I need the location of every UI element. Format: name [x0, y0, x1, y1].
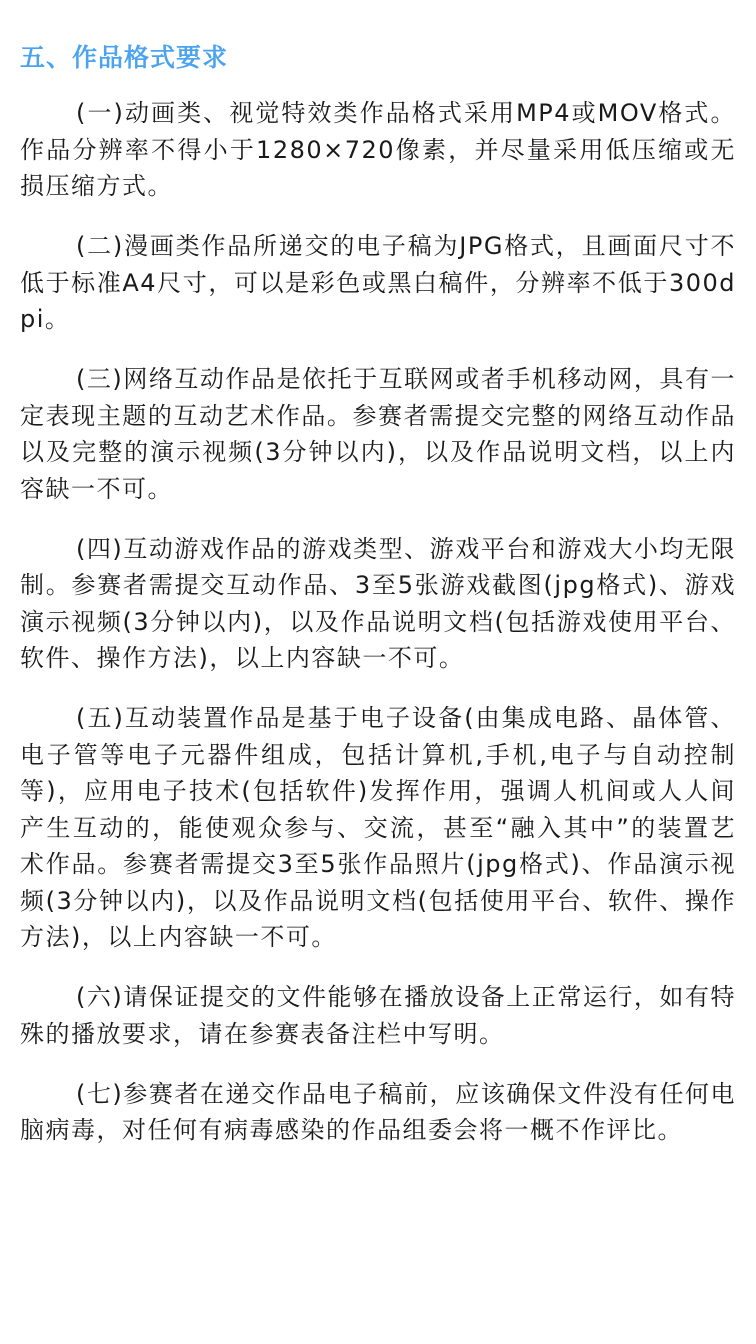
paragraph-virus-check: (七)参赛者在递交作品电子稿前，应该确保文件没有任何电脑病毒，对任何有病毒感染的作品组委会将一概不作评比。: [20, 1079, 736, 1144]
paragraph-interactive-game: (四)互动游戏作品的游戏类型、游戏平台和游戏大小均无限制。参赛者需提交互动作品、3至5张游戏截图(jpg格式)、游戏演示视频(3分钟以内)，以及作品说明文档(包括游戏使用平台、软件、操作方法)，以上内容缺一不可。: [20, 534, 736, 672]
article: [20, 0, 736, 1149]
paragraph-web-interactive: (三)网络互动作品是依托于互联网或者手机移动网，具有一定表现主题的互动艺术作品。参赛者需提交完整的网络互动作品以及完整的演示视频(3分钟以内)，以及作品说明文档，以上内容缺一不可。: [20, 365, 736, 503]
paragraph-interactive-installation: (五)互动装置作品是基于电子设备(由集成电路、晶体管、电子管等电子元器件组成，包括计算机,手机,电子与自动控制等)，应用电子技术(包括软件)发挥作用，强调人机间或人人间产生互动的，能使观众参与、交流，甚至“融入其中”的装置艺术作品。参赛者需提交3至5张作品照片(jpg格式)、作品演示视频(3分钟以内)，以及作品说明文档(包括使用平台、软件、操作方法)，以上内容缺一不可。: [20, 704, 736, 951]
paragraph-animation-format: (一)动画类、视觉特效类作品格式采用MP4或MOV格式。作品分辨率不得小于1280×720像素，并尽量采用低压缩或无损压缩方式。: [20, 99, 736, 200]
section-heading: 五、作品格式要求: [20, 43, 229, 72]
paragraph-comic-format: (二)漫画类作品所递交的电子稿为JPG格式，且画面尺寸不低于标准A4尺寸，可以是彩色或黑白稿件，分辨率不低于300dpi。: [20, 232, 736, 333]
paragraph-playback-requirements: (六)请保证提交的文件能够在播放设备上正常运行，如有特殊的播放要求，请在参赛表备注栏中写明。: [20, 983, 736, 1048]
